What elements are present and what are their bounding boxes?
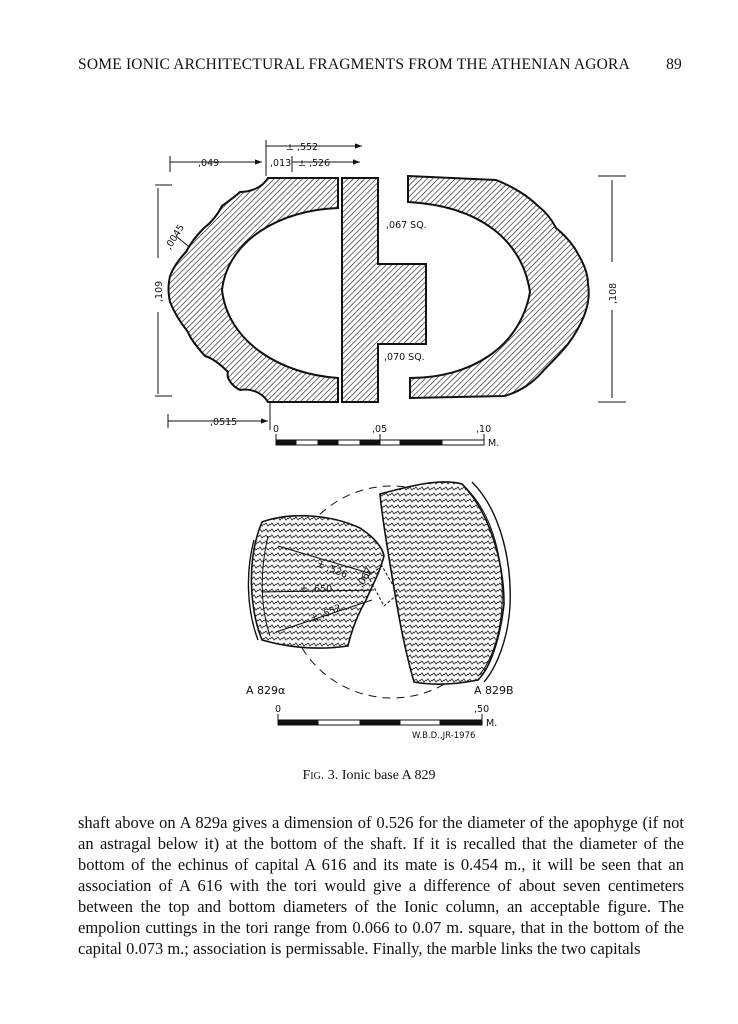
scale-bar-top [276, 434, 484, 445]
plan-drawing [248, 482, 510, 698]
scale-bottom-50: ,50 [474, 704, 490, 715]
scale-top-unit: M. [488, 438, 500, 449]
figure-caption [0, 768, 738, 784]
figure-number: Fig. 3. [302, 768, 339, 783]
dim-070-sq: ,070 SQ. [384, 352, 425, 363]
label-a829b: A 829B [474, 684, 514, 697]
dim-108: ,108 [608, 282, 619, 304]
dim-526: ± ,526 [298, 158, 331, 169]
scale-top-05: ,05 [372, 424, 388, 435]
drawing-credit: W.B.D.,JR-1976 [412, 731, 476, 741]
scale-bottom-unit: M. [486, 718, 498, 729]
dim-049: ,049 [198, 158, 220, 169]
scale-top-0: 0 [273, 424, 280, 435]
dim-0045: ,0045 [163, 222, 187, 252]
body-paragraph: shaft above on A 829a gives a dimension of 0.526 for the diameter of the apophyge (if not an astragal below it) at the bottom of the shaft. If it is recalled that the diameter of the bottom of the echinus of capital A 616 and its mate is 0.454 m., it will be seen that an association of A 616 with the tori would give a difference of about seven centimeters between the top and bottom diameters of the Ionic column, an acceptable figure. The empolion cuttings in the tori range from 0.066 to 0.07 m. square, that in the bottom of the capital 0.073 m.; association is permissable. Finally, the marble links the two capitals [78, 813, 684, 958]
body-text [78, 812, 684, 959]
dim-0515: ,0515 [210, 417, 238, 428]
plan-dim-067: ,067 [355, 565, 376, 590]
plan-dim-526: ± ,526 [314, 558, 349, 581]
section-drawing [169, 176, 589, 402]
right-torus-section [408, 176, 589, 398]
label-a829a: A 829α [246, 684, 286, 697]
fragment-a829b [380, 482, 504, 684]
figure-caption-text: Ionic base A 829 [338, 768, 436, 783]
scale-bottom-0: 0 [275, 704, 282, 715]
dim-552: ± ,552 [286, 142, 319, 153]
page-number: 89 [666, 56, 682, 73]
center-post-section [342, 178, 426, 402]
dim-109: ,109 [154, 280, 165, 302]
running-title: SOME IONIC ARCHITECTURAL FRAGMENTS FROM THE ATHENIAN AGORA [78, 56, 630, 73]
scale-bar-bottom [278, 714, 482, 725]
dim-013: ,013 [270, 158, 292, 169]
scale-top-10: ,10 [476, 424, 492, 435]
left-torus-section [169, 178, 339, 402]
plan-dim-552: ± ,552 [309, 602, 343, 625]
dim-067-sq: ,067 SQ. [386, 220, 427, 231]
plan-dim-650: ± ,650 [300, 584, 333, 595]
